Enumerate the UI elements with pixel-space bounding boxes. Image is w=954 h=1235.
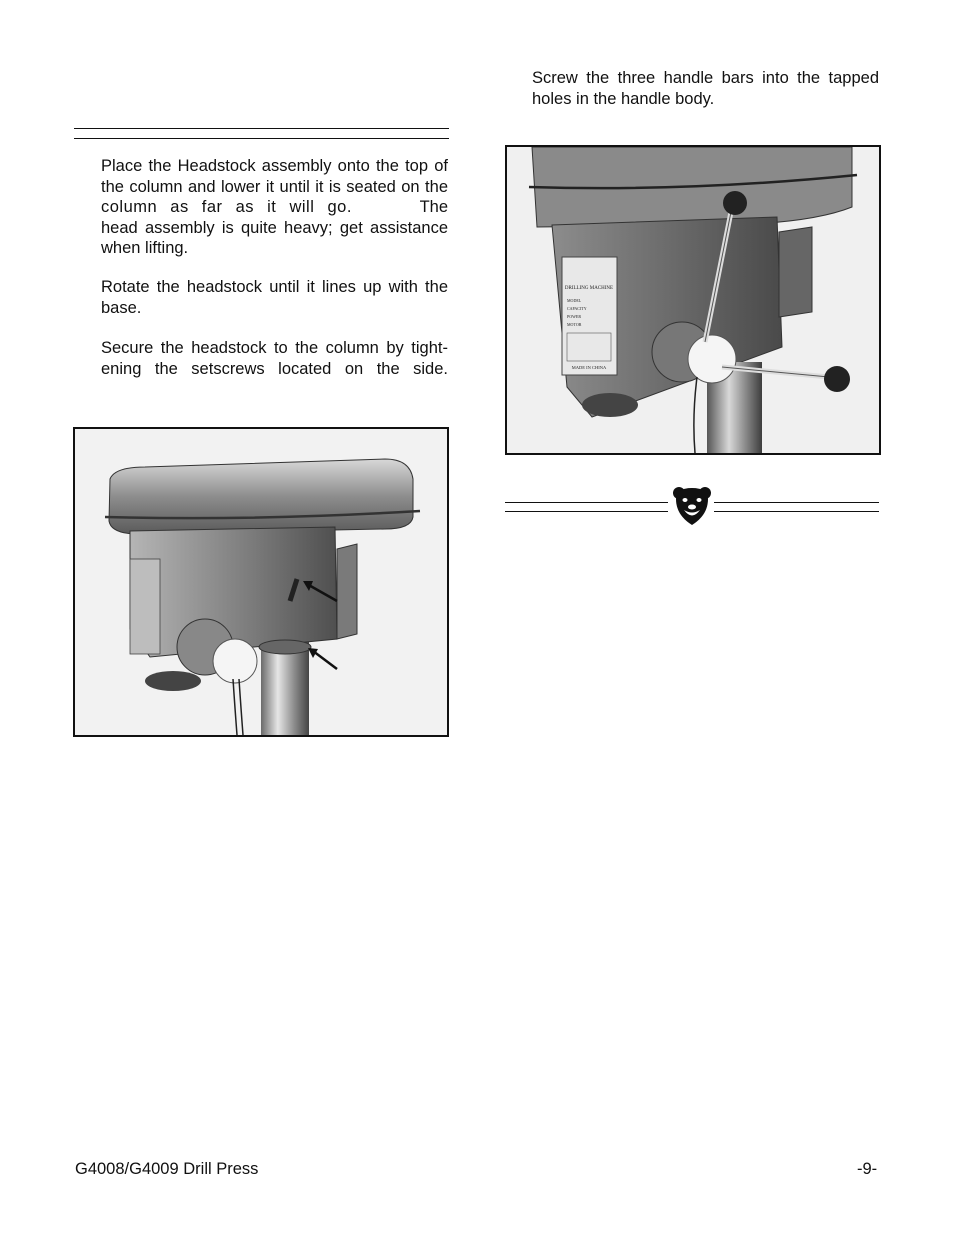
handle-bars-photo <box>507 147 879 453</box>
svg-text:CAPACITY: CAPACITY <box>567 306 587 311</box>
headstock-photo <box>75 429 447 735</box>
divider-left-line <box>505 502 668 503</box>
figure-handle-bars <box>505 145 881 455</box>
paragraph-screw-handle-bars: Screw the three handle bars into the tapped holes in the handle body. <box>532 69 879 108</box>
svg-text:DRILLING MACHINE: DRILLING MACHINE <box>564 286 614 291</box>
text-line: when lifting. <box>101 239 189 257</box>
section-rule-bottom <box>74 138 449 139</box>
bear-logo-icon <box>672 485 712 527</box>
footer-title: G4008/G4009 Drill Press <box>75 1160 259 1178</box>
paragraph-place-headstock <box>101 156 448 259</box>
text-line: ening the setscrews located on the side. <box>101 359 448 378</box>
figure-headstock-setscrews <box>73 427 449 737</box>
divider-right-line <box>714 511 879 512</box>
paragraph-rotate-headstock: Rotate the headstock until it lines up with the base. <box>101 278 448 317</box>
text-line: head assembly is quite heavy; get assistance <box>101 218 448 237</box>
svg-text:MODEL: MODEL <box>567 298 582 303</box>
paragraph-secure-headstock <box>101 338 448 379</box>
handle-knob <box>824 366 850 392</box>
divider-left-line <box>505 511 668 512</box>
handle-knob <box>723 191 747 215</box>
section-rule-top <box>74 128 449 129</box>
divider-right-line <box>714 502 879 503</box>
footer-page-number: -9- <box>857 1160 878 1178</box>
text-segment: column as far as it will go. <box>101 198 352 216</box>
text-line: the column and lower it until it is seated on the <box>101 177 448 196</box>
svg-text:MOTOR: MOTOR <box>567 322 582 327</box>
svg-text:POWER: POWER <box>567 314 581 319</box>
text-segment: The <box>419 198 448 216</box>
text-line: Secure the headstock to the column by tight- <box>101 339 448 357</box>
svg-text:MADE IN CHINA: MADE IN CHINA <box>571 365 607 370</box>
text-line: Place the Headstock assembly onto the top of <box>101 157 448 175</box>
text-line <box>101 197 448 218</box>
